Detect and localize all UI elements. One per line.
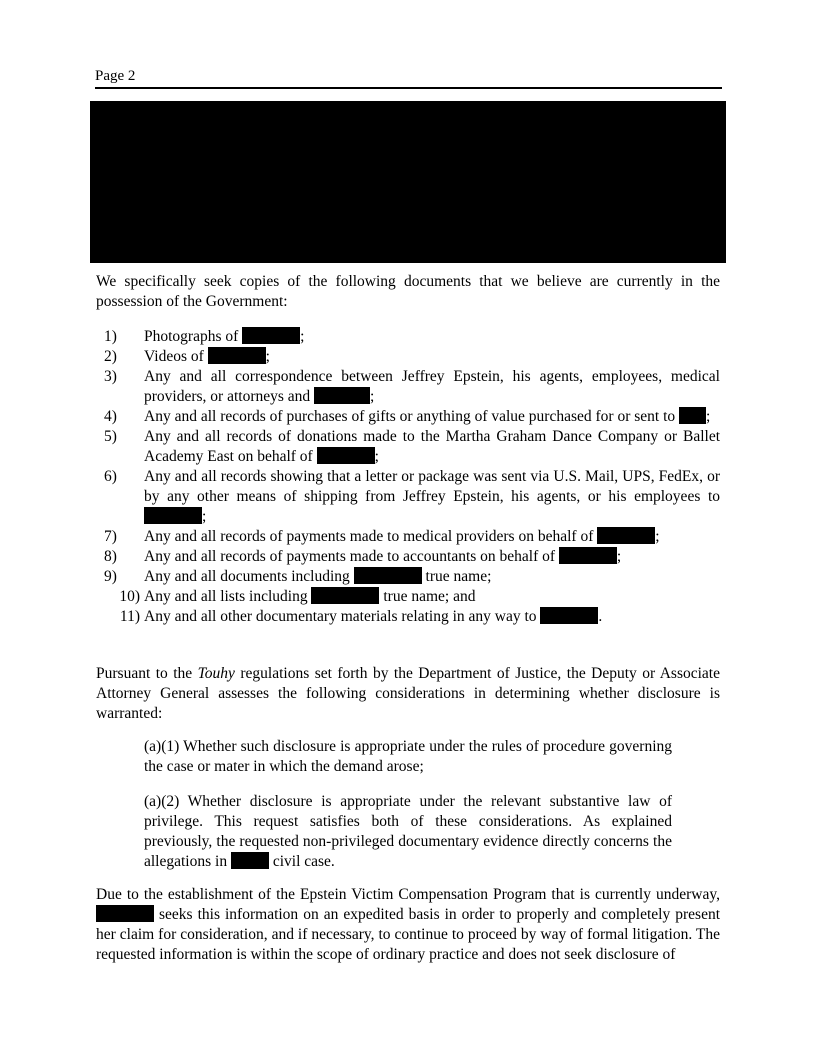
list-item <box>96 527 720 547</box>
list-item-text: Any and all lists including <box>144 588 308 605</box>
list-item <box>96 607 720 627</box>
document-request-list <box>96 327 720 627</box>
list-item-number: 5) <box>104 428 117 445</box>
page-header <box>95 66 722 89</box>
list-item <box>96 467 720 527</box>
list-item-number: 9) <box>104 568 117 585</box>
redacted-block <box>90 101 726 263</box>
touhy-term: Touhy <box>197 665 235 682</box>
factor-a2-suffix: civil case. <box>272 853 335 870</box>
redaction-bar <box>559 547 617 564</box>
factor-a2 <box>144 792 672 872</box>
list-item-suffix: ; <box>374 448 379 465</box>
list-item-number: 6) <box>104 468 117 485</box>
closing-paragraph <box>96 885 720 965</box>
page-number: Page 2 <box>95 68 136 84</box>
list-item-number: 3) <box>104 368 117 385</box>
list-item-text: Any and all documents including <box>144 568 350 585</box>
list-item <box>96 547 720 567</box>
list-item-text: Any and all other documentary materials relating in any way to <box>144 608 537 625</box>
list-item-suffix: ; <box>300 328 305 345</box>
redaction-bar <box>597 527 655 544</box>
redaction-bar <box>314 387 370 404</box>
list-item-number: 10) <box>119 588 140 605</box>
list-item-text: Any and all records showing that a letter or package was sent via U.S. Mail, UPS, FedEx, or by any other means of shipping from Jeffrey Epstein, his agents, or his employees to <box>144 468 720 505</box>
touhy-text-end: regulations set forth by the Department of Justice, the Deputy or Associate Attorney General assesses the following considerations in determining whether disclosure is warranted: <box>96 665 720 722</box>
list-item <box>96 367 720 407</box>
list-item-number: 4) <box>104 408 117 425</box>
list-item-suffix: . <box>598 608 603 625</box>
list-item-text: Any and all records of donations made to the Martha Graham Dance Company or Ballet Academy East on behalf of <box>144 428 720 465</box>
list-item <box>96 587 720 607</box>
list-item-number: 1) <box>104 328 117 345</box>
redaction-bar <box>208 347 266 364</box>
list-item-number: 7) <box>104 528 117 545</box>
list-item-text: Any and all records of purchases of gifts or anything of value purchased for or sent to <box>144 408 676 425</box>
factor-a1: (a)(1) Whether such disclosure is appropriate under the rules of procedure governing the case or mater in which the demand arose; <box>144 738 672 775</box>
list-item-text: Videos of <box>144 348 204 365</box>
list-item-text: Any and all records of payments made to medical providers on behalf of <box>144 528 594 545</box>
closing-text-start: Due to the establishment of the Epstein Victim Compensation Program that is currently underway, <box>96 886 720 903</box>
list-item-text: Any and all records of payments made to accountants on behalf of <box>144 548 556 565</box>
list-item-suffix: true name; and <box>383 588 476 605</box>
list-item-text: Photographs of <box>144 328 239 345</box>
list-item-number: 2) <box>104 348 117 365</box>
closing-text-end: seeks this information on an expedited basis in order to properly and completely present her claim for consideration, and if necessary, to continue to proceed by way of formal litigation. The requested information is within the scope of ordinary practice and does not seek disclosure of <box>96 906 721 963</box>
touhy-text-start: Pursuant to the <box>96 665 193 682</box>
factor-a2-text: (a)(2) Whether disclosure is appropriate under the relevant substantive law of privilege. This request satisfies both of these considerations. As explained previously, the requested non-privileged documentary evidence directly concerns the allegations in <box>144 793 672 870</box>
list-item-text: Any and all correspondence between Jeffrey Epstein, his agents, employees, medical providers, or attorneys and <box>144 368 720 405</box>
list-item-suffix: ; <box>706 408 711 425</box>
redaction-bar <box>242 327 300 344</box>
list-item-suffix: ; <box>265 348 270 365</box>
redaction-bar <box>144 507 202 524</box>
redaction-bar <box>540 607 598 624</box>
redaction-bar <box>96 905 154 922</box>
list-item <box>96 427 720 467</box>
list-item-suffix: true name; <box>425 568 492 585</box>
list-item-number: 11) <box>119 608 140 625</box>
redaction-bar <box>679 407 706 424</box>
intro-paragraph: We specifically seek copies of the following documents that we believe are currently in the possession of the Government: <box>96 273 720 310</box>
redaction-bar <box>317 447 375 464</box>
list-item <box>96 567 720 587</box>
list-item-suffix: ; <box>655 528 660 545</box>
list-item <box>96 327 720 347</box>
redaction-bar <box>311 587 379 604</box>
list-item-suffix: ; <box>370 388 375 405</box>
list-item <box>96 407 720 427</box>
touhy-paragraph <box>96 664 720 724</box>
list-item-suffix: ; <box>202 508 207 525</box>
list-item-suffix: ; <box>616 548 622 565</box>
list-item-number: 8) <box>104 548 117 565</box>
list-item <box>96 347 720 367</box>
redaction-bar <box>354 567 422 584</box>
redaction-bar <box>231 852 269 869</box>
